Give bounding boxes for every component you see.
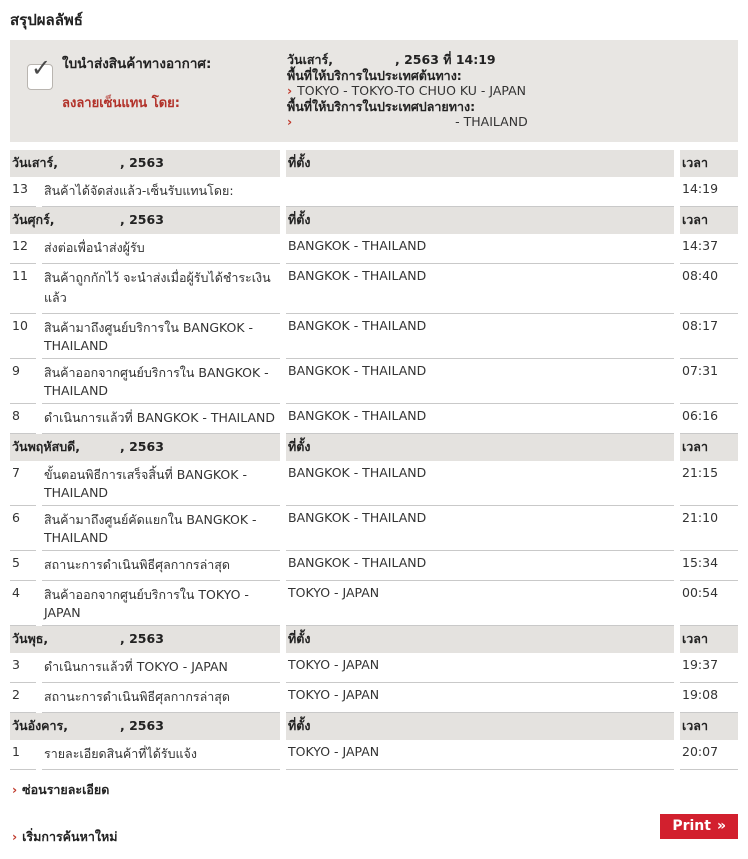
hide-details-link[interactable] [12,782,109,797]
event-number: 6 [10,506,36,551]
event-row [10,404,738,434]
time-column-header: เวลา [680,150,738,177]
event-description: ขั้นตอนพิธีการเสร็จสิ้นที่ BANGKOK - THAILAND [42,461,280,506]
signed-checkbox[interactable] [27,54,53,90]
section-year: , 2563 [120,717,164,733]
section-date [10,713,280,740]
event-time: 21:10 [680,506,738,551]
event-location: BANGKOK - THAILAND [286,359,674,404]
event-time: 00:54 [680,581,738,626]
section-header-row [10,713,738,740]
summary-panel-right [287,50,730,130]
event-number: 2 [10,683,36,713]
event-time: 14:19 [680,177,738,207]
location-column-header: ที่ตั้ง [286,713,674,740]
chevron-right-icon: › [12,828,18,844]
event-time: 19:08 [680,683,738,713]
event-description: ส่งต่อเพื่อนำส่งผู้รับ [42,234,280,264]
section-day: วันพุธ, [12,630,49,646]
event-description: ดำเนินการแล้วที่ BANGKOK - THAILAND [42,404,280,434]
section-year: , 2563 [120,154,164,170]
event-time: 08:17 [680,314,738,359]
checkbox-cell [18,50,62,130]
event-row [10,264,738,314]
destination-area-label: พื้นที่ให้บริการในประเทศปลายทาง: [287,98,476,114]
event-time: 14:37 [680,234,738,264]
event-location: TOKYO - JAPAN [286,653,674,683]
event-number: 7 [10,461,36,506]
signed-by-label: ลงลายเซ็นแทน โดย: [62,96,180,111]
event-location: TOKYO - JAPAN [286,581,674,626]
new-search-label: เริ่มการค้นหาใหม่ [22,828,118,844]
event-location: BANGKOK - THAILAND [286,314,674,359]
section-year: , 2563 [120,211,164,227]
event-time: 19:37 [680,653,738,683]
checkmark-icon: ✓ [31,54,52,82]
event-row [10,551,738,581]
event-number: 8 [10,404,36,434]
section-day: วันพฤหัสบดี, [12,438,81,454]
event-location: BANGKOK - THAILAND [286,506,674,551]
event-location: BANGKOK - THAILAND [286,234,674,264]
shipment-summary-panel [10,40,738,142]
event-location: TOKYO - JAPAN [286,740,674,770]
location-column-header: ที่ตั้ง [286,150,674,177]
event-row [10,581,738,626]
event-row [10,683,738,713]
destination-area-line [287,114,730,130]
event-description: ดำเนินการแล้วที่ TOKYO - JAPAN [42,653,280,683]
event-description: สถานะการดำเนินพิธีศุลกากรล่าสุด [42,551,280,581]
event-description: สินค้ามาถึงศูนย์คัดแยกใน BANGKOK - THAILAND [42,506,280,551]
event-number: 9 [10,359,36,404]
event-description: สินค้าได้จัดส่งแล้ว-เซ็นรับแทนโดย: [42,177,280,207]
section-date [10,434,280,461]
event-row [10,234,738,264]
event-row [10,740,738,770]
section-date [10,207,280,234]
delivery-date-line [287,52,730,68]
section-year: , 2563 [120,630,164,646]
results-table-body [10,150,738,770]
double-chevron-right-icon: » [716,817,726,834]
delivery-day: วันเสาร์, [287,52,333,67]
event-description: สถานะการดำเนินพิธีศุลกากรล่าสุด [42,683,280,713]
location-column-header: ที่ตั้ง [286,626,674,653]
time-column-header: เวลา [680,713,738,740]
section-date [10,150,280,177]
event-location: BANGKOK - THAILAND [286,461,674,506]
air-waybill-label: ใบนำส่งสินค้าทางอากาศ: [62,56,212,72]
event-location: BANGKOK - THAILAND [286,551,674,581]
origin-area-value: TOKYO - TOKYO-TO CHUO KU - JAPAN [297,83,527,98]
chevron-right-icon: › [287,83,293,98]
event-location: BANGKOK - THAILAND [286,264,674,314]
event-time: 21:15 [680,461,738,506]
event-description: สินค้าออกจากศูนย์บริการใน TOKYO - JAPAN [42,581,280,626]
hide-details-row [12,780,738,800]
event-description: สินค้าออกจากศูนย์บริการใน BANGKOK - THAILAND [42,359,280,404]
time-column-header: เวลา [680,626,738,653]
event-number: 10 [10,314,36,359]
event-description: รายละเอียดสินค้าที่ได้รับแจ้ง [42,740,280,770]
chevron-right-icon: › [12,781,18,797]
section-header-row [10,207,738,234]
event-number: 4 [10,581,36,626]
print-button-label: Print [672,817,711,834]
event-time: 06:16 [680,404,738,434]
origin-area-line [287,83,730,99]
time-column-header: เวลา [680,207,738,234]
event-row [10,359,738,404]
event-row [10,506,738,551]
event-location: BANGKOK - THAILAND [286,404,674,434]
print-button[interactable] [660,814,738,839]
summary-panel-left [62,50,287,130]
event-number: 1 [10,740,36,770]
footer-row [12,814,738,849]
event-time: 07:31 [680,359,738,404]
location-column-header: ที่ตั้ง [286,207,674,234]
results-table [4,150,744,770]
origin-area-label: พื้นที่ให้บริการในประเทศต้นทาง: [287,67,462,83]
event-number: 5 [10,551,36,581]
section-header-row [10,626,738,653]
section-date [10,626,280,653]
event-location [286,177,674,207]
event-description: สินค้ามาถึงศูนย์บริการใน BANGKOK - THAILAND [42,314,280,359]
event-time: 08:40 [680,264,738,314]
event-row [10,653,738,683]
section-day: วันอังคาร, [12,717,69,733]
section-header-row [10,434,738,461]
section-header-row [10,150,738,177]
delivery-year-time: , 2563 ที่ 14:19 [395,52,496,67]
time-column-header: เวลา [680,434,738,461]
event-number: 3 [10,653,36,683]
chevron-right-icon: › [287,114,293,129]
event-row [10,461,738,506]
new-search-link[interactable] [12,827,117,847]
event-description: สินค้าถูกกักไว้ จะนำส่งเมื่อผู้รับได้ชำระเงินแล้ว [42,264,280,314]
destination-area-value: - THAILAND [455,114,528,129]
event-location: TOKYO - JAPAN [286,683,674,713]
section-year: , 2563 [120,438,164,454]
event-time: 20:07 [680,740,738,770]
page-title: สรุปผลลัพธ์ [10,11,83,29]
hide-details-label: ซ่อนรายละเอียด [22,781,110,797]
event-time: 15:34 [680,551,738,581]
location-column-header: ที่ตั้ง [286,434,674,461]
section-day: วันศุกร์, [12,211,55,227]
event-row [10,314,738,359]
event-row [10,177,738,207]
section-day: วันเสาร์, [12,154,58,170]
event-number: 12 [10,234,36,264]
event-number: 13 [10,177,36,207]
event-number: 11 [10,264,36,314]
